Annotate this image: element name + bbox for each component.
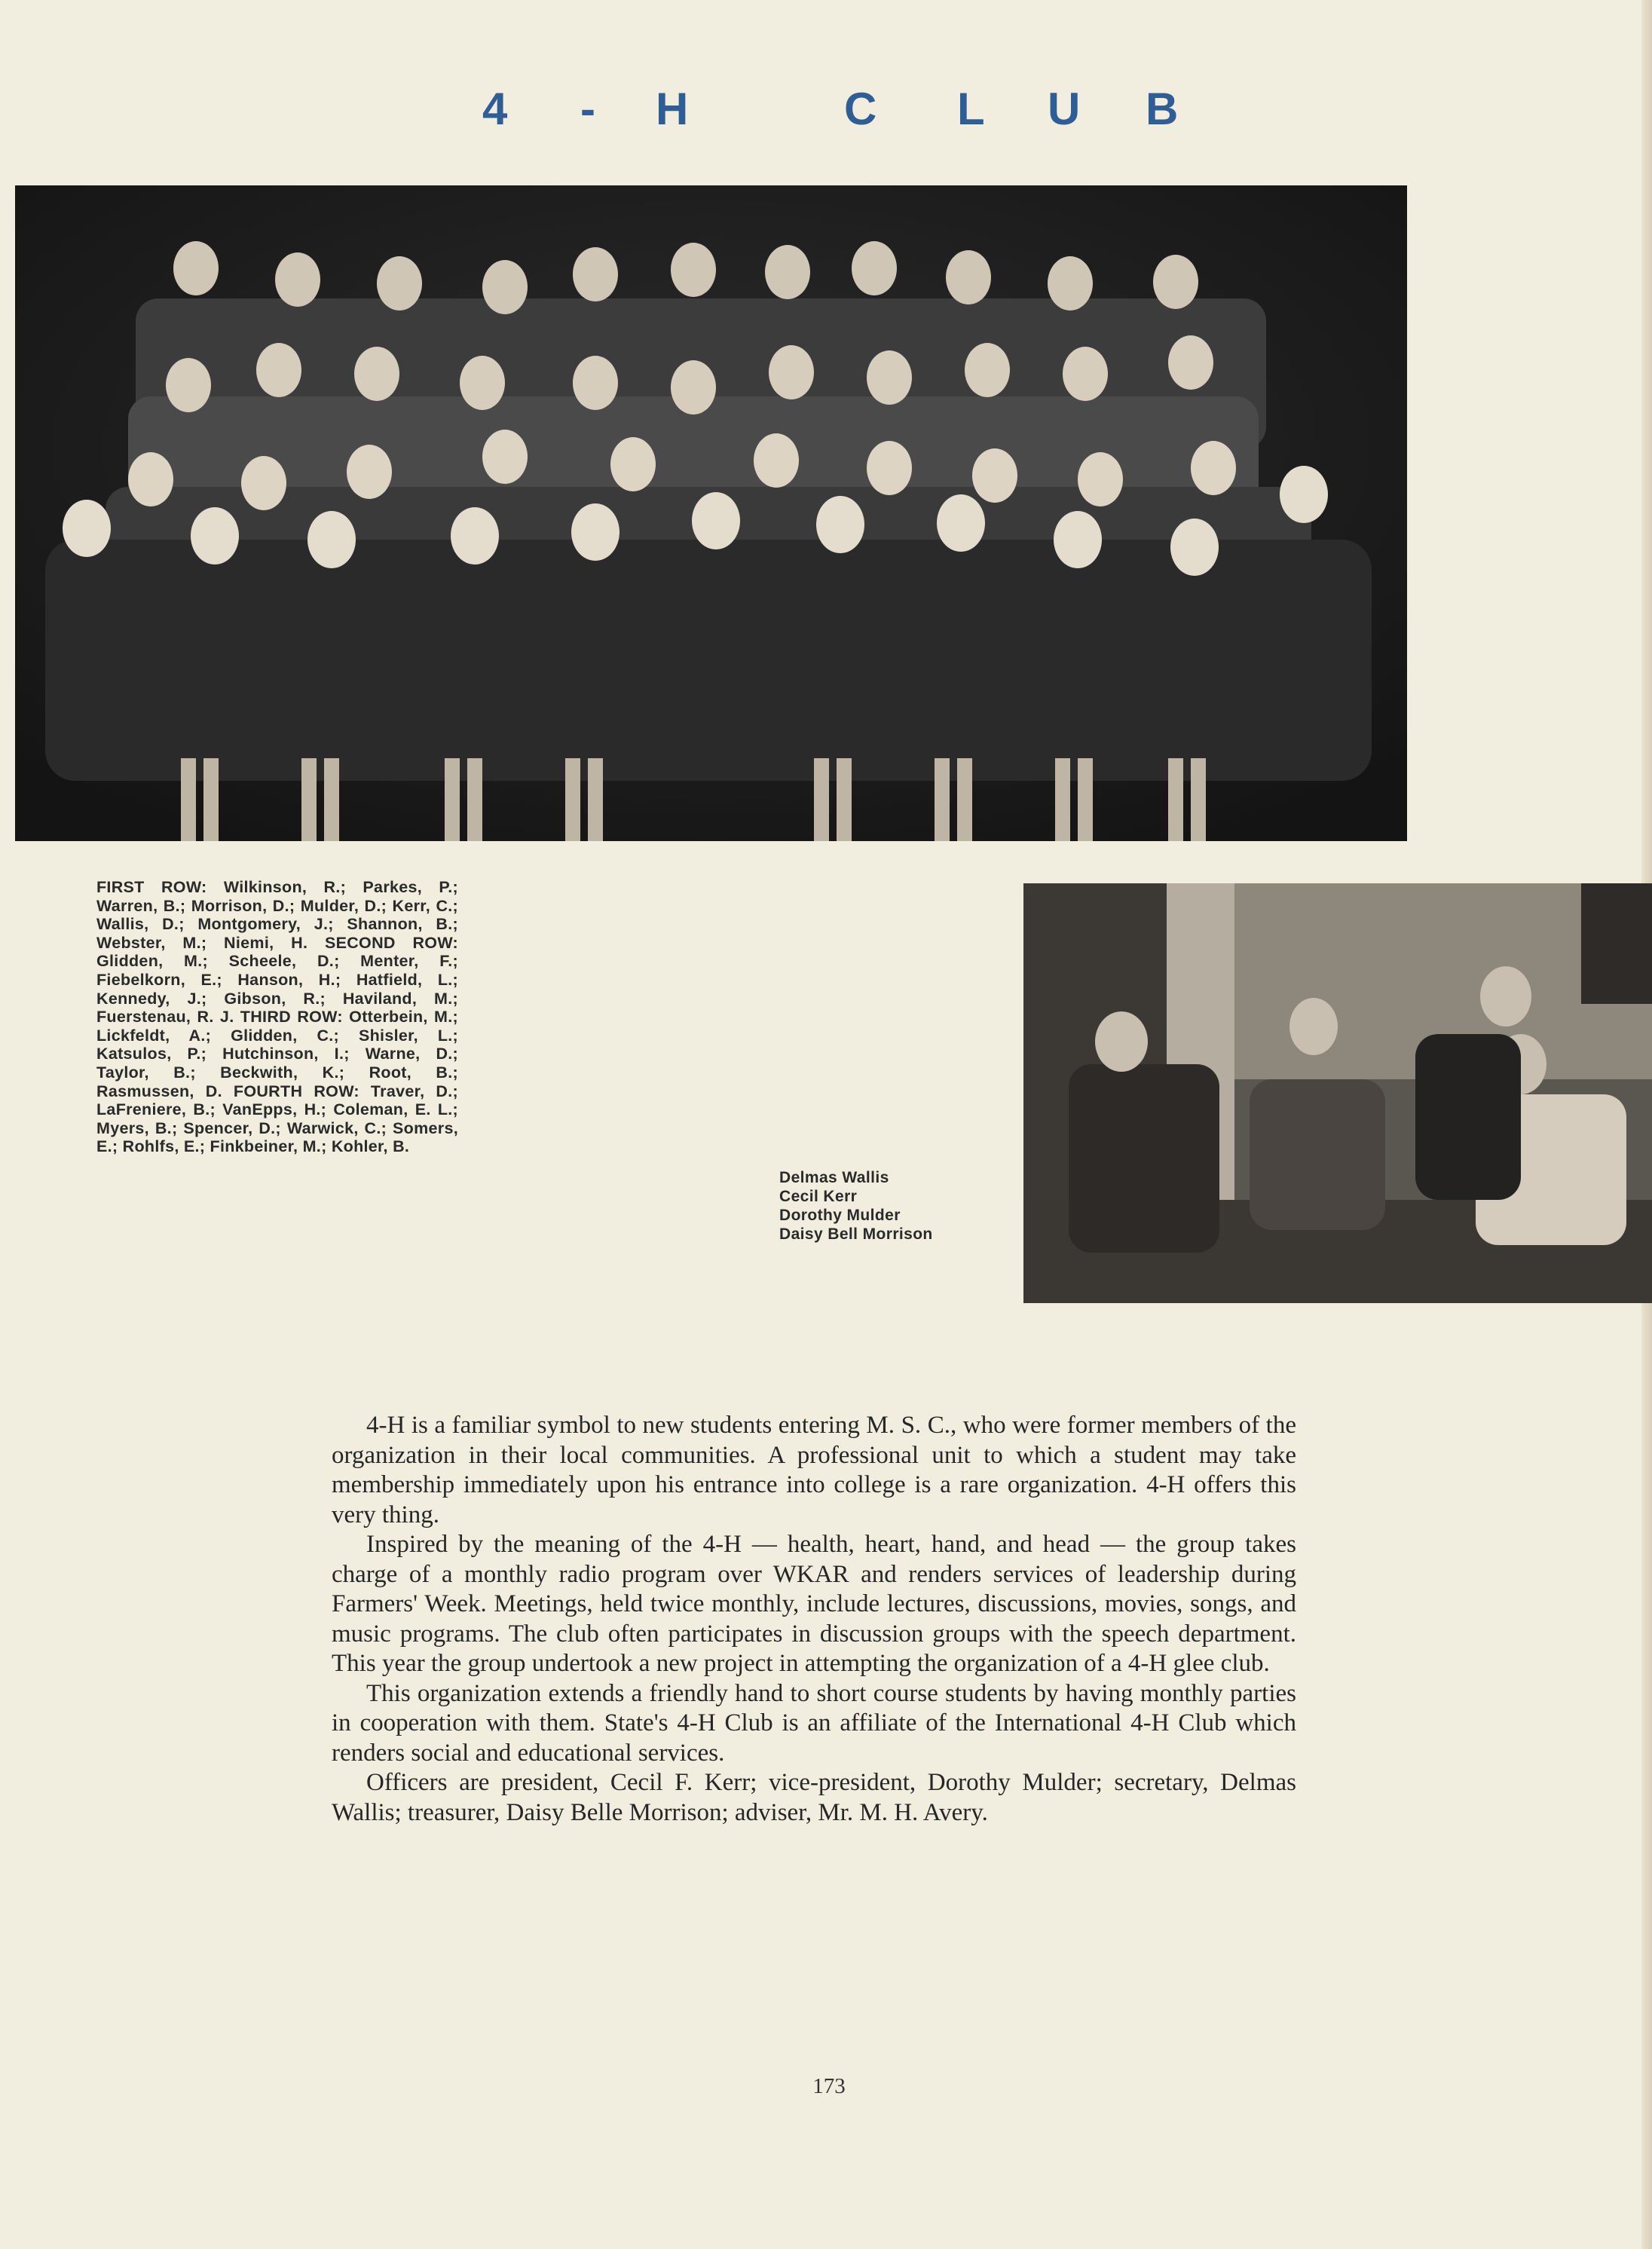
title-char: B [1146, 84, 1179, 134]
body-paragraph: Inspired by the meaning of the 4-H — health, heart, hand, and head — the group takes charge of a monthly radio program over WKAR and renders services of leadership during Farmers' Week. Meetings, held twice monthly, include lectures, discussions, movies, songs, and music programs. The club often participates in discussion groups with the speech department. This year the group undertook a new project in attempting the organization of a 4-H glee club. [332, 1531, 1296, 1677]
title-char: U [1048, 84, 1081, 134]
article-body [332, 1411, 1296, 1828]
body-paragraph: This organization extends a friendly hand to short course students by having monthly parties in cooperation with them. State's 4-H Club is an affiliate of the International 4-H Club which renders social and educational services. [332, 1679, 1296, 1767]
title-char: H [656, 84, 689, 134]
candid-photo [1023, 883, 1652, 1303]
caption-name: Delmas Wallis [779, 1169, 889, 1186]
body-paragraph: Officers are president, Cecil F. Kerr; vice-president, Dorothy Mulder; secretary, Delmas Wallis; treasurer, Daisy Belle Morrison; adviser, Mr. M. H. Avery. [332, 1769, 1296, 1826]
candid-photo-illustration [1023, 883, 1652, 1303]
title-char: 4 [482, 84, 508, 134]
group-photo-caption: FIRST ROW: Wilkinson, R.; Parkes, P.; Warren, B.; Morrison, D.; Mulder, D.; Kerr, C.; Wallis, D.; Montgomery, J.; Shannon, B.; Webster, M.; Niemi, H. SECOND ROW: Glidden, M.; Scheele, D.; Menter, F.; Fiebelkorn, E.; Hanson, H.; Hatfield, L.; Kennedy, J.; Gibson, R.; Haviland, M.; Fuerstenau, R. J. THIRD ROW: Otterbein, M.; Lickfeldt, A.; Glidden, C.; Shisler, L.; Katsulos, P.; Hutchinson, I.; Warne, D.; Taylor, B.; Beckwith, K.; Root, B.; Rasmussen, D. FOURTH ROW: Traver, D.; LaFreniere, B.; VanEpps, H.; Coleman, E. L.; Myers, B.; Spencer, D.; Warwick, C.; Somers, E.; Rohlfs, E.; Finkbeiner, M.; Kohler, B. [96, 878, 458, 1156]
page-title [392, 83, 1266, 158]
caption-name: Cecil Kerr [779, 1188, 858, 1205]
caption-name: Daisy Bell Morrison [779, 1225, 933, 1243]
page-number: 173 [812, 2074, 846, 2098]
body-paragraph: 4-H is a familiar symbol to new students entering M. S. C., who were former members of the organization in their local communities. A professional unit to which a student may take membership immediately upon his entrance into college is a rare organization. 4-H offers this very thing. [332, 1412, 1296, 1528]
caption-name: Dorothy Mulder [779, 1207, 901, 1224]
group-photo [15, 185, 1407, 841]
group-photo-illustration [15, 185, 1407, 841]
title-char: L [957, 84, 985, 134]
title-char: - [580, 84, 595, 134]
candid-photo-caption [779, 1168, 1005, 1244]
title-char: C [844, 84, 877, 134]
